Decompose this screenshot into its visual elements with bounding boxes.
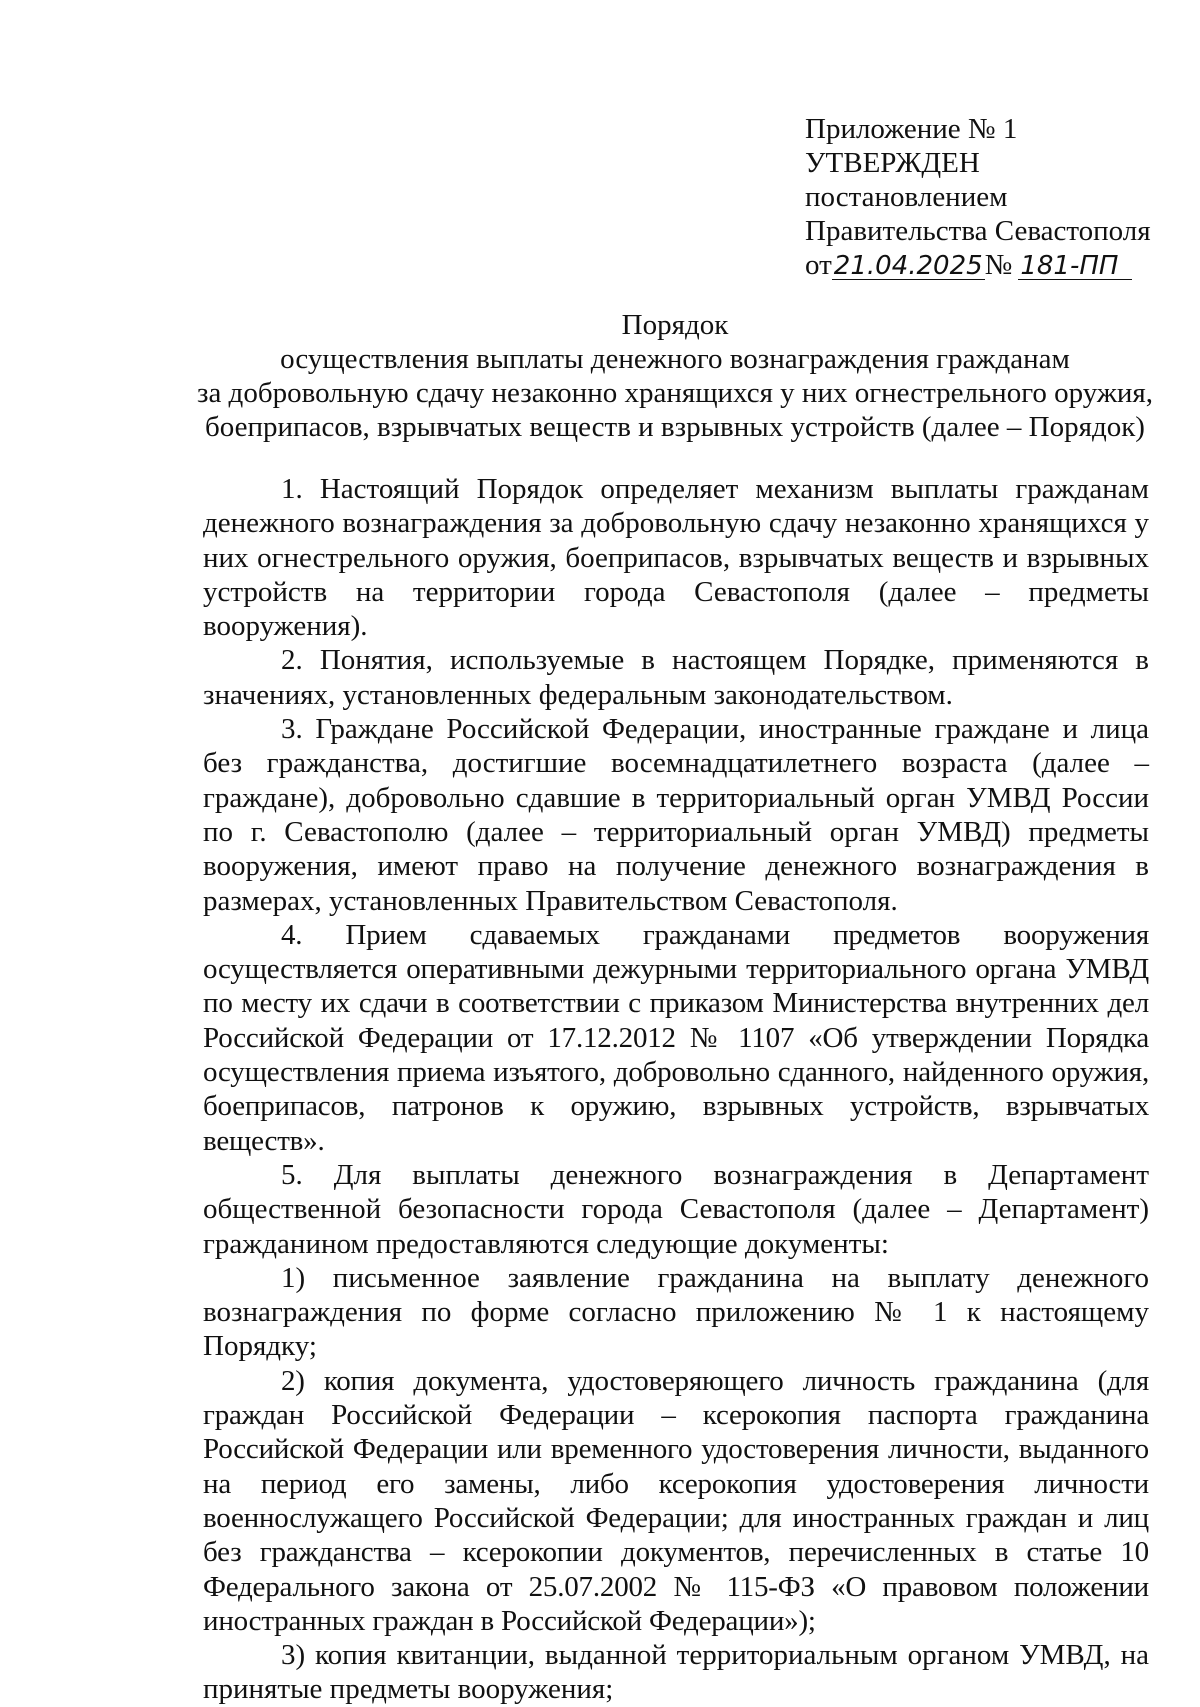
appendix-label: Приложение № 1 [805,113,1018,145]
number-prefix: № [984,249,1013,281]
date-number-line [805,248,1165,282]
paragraph-5: 5. Для выплаты денежного вознаграждения в Департамент общественной безопасности города Севастополя (далее – Департамент) гражданином предоставляются следующие документы: [203,1158,1149,1260]
document-body [203,472,1149,1707]
government-label: Правительства Севастополя [805,215,1151,247]
appendix-block [805,112,1165,282]
list-item-2: 2) копия документа, удостоверяющего личность гражданина (для граждан Российской Федерации – ксерокопия паспорта гражданина Российской Федерации или временного удостоверения личности, выданного на период его замены, либо ксерокопия удостоверения личности военнослужащего Российской Федерации; для иностранных граждан и лиц без гражданства – ксерокопии документов, перечисленных в статье 10 Федерального закона от 25.07.2002 № 115-ФЗ «О правовом положении иностранных граждан в Российской Федерации»); [203,1364,1149,1637]
paragraph-3: 3. Граждане Российской Федерации, иностранные граждане и лица без гражданства, достигшие восемнадцатилетнего возраста (далее – граждане), добровольно сдавшие в территориальный орган УМВД России по г. Севастополю (далее – территориальный орган УМВД) предметы вооружения, имеют право на получение денежного вознаграждения в размерах, установленных Правительством Севастополя. [203,713,1149,917]
handwritten-date: 21.04.2025 [833,251,983,281]
resolution-label: постановлением [805,181,1008,213]
document-title [195,308,1155,444]
paragraph-1: 1. Настоящий Порядок определяет механизм выплаты гражданам денежного вознаграждения за добровольную сдачу незаконно хранящихся у них огнестрельного оружия, боеприпасов, взрывчатых веществ и взрывных устройств на территории города Севастополя (далее – предметы вооружения). [203,473,1149,643]
list-item-1: 1) письменное заявление гражданина на выплату денежного вознаграждения по форме согласно приложению № 1 к настоящему Порядку; [203,1261,1149,1363]
paragraph-2: 2. Понятия, используемые в настоящем Порядке, применяются в значениях, установленных федеральным законодательством. [203,644,1149,711]
title-line-1: Порядок [621,309,729,341]
paragraph-4: 4. Прием сдаваемых гражданами предметов вооружения осуществляется оперативными дежурными территориального органа УМВД по месту их сдачи в соответствии с приказом Министерства внутренних дел Российской Федерации от 17.12.2012 № 1107 «Об утверждении Порядка осуществления приема изъятого, добровольно сданного, найденного оружия, боеприпасов, патронов к оружию, взрывных устройств, взрывчатых веществ». [203,918,1149,1157]
title-line-3: за добровольную сдачу незаконно хранящихся у них огнестрельного оружия, [196,377,1154,409]
handwritten-number: 181-ПП [1018,253,1132,280]
title-line-2: осуществления выплаты денежного вознаграждения гражданам [280,343,1070,375]
title-line-4: боеприпасов, взрывчатых веществ и взрывных устройств (далее – Порядок) [205,411,1145,443]
date-prefix: от [805,249,832,281]
approved-label: УТВЕРЖДЕН [805,147,980,179]
list-item-3: 3) копия квитанции, выданной территориальным органом УМВД, на принятые предметы вооружения; [203,1639,1149,1706]
